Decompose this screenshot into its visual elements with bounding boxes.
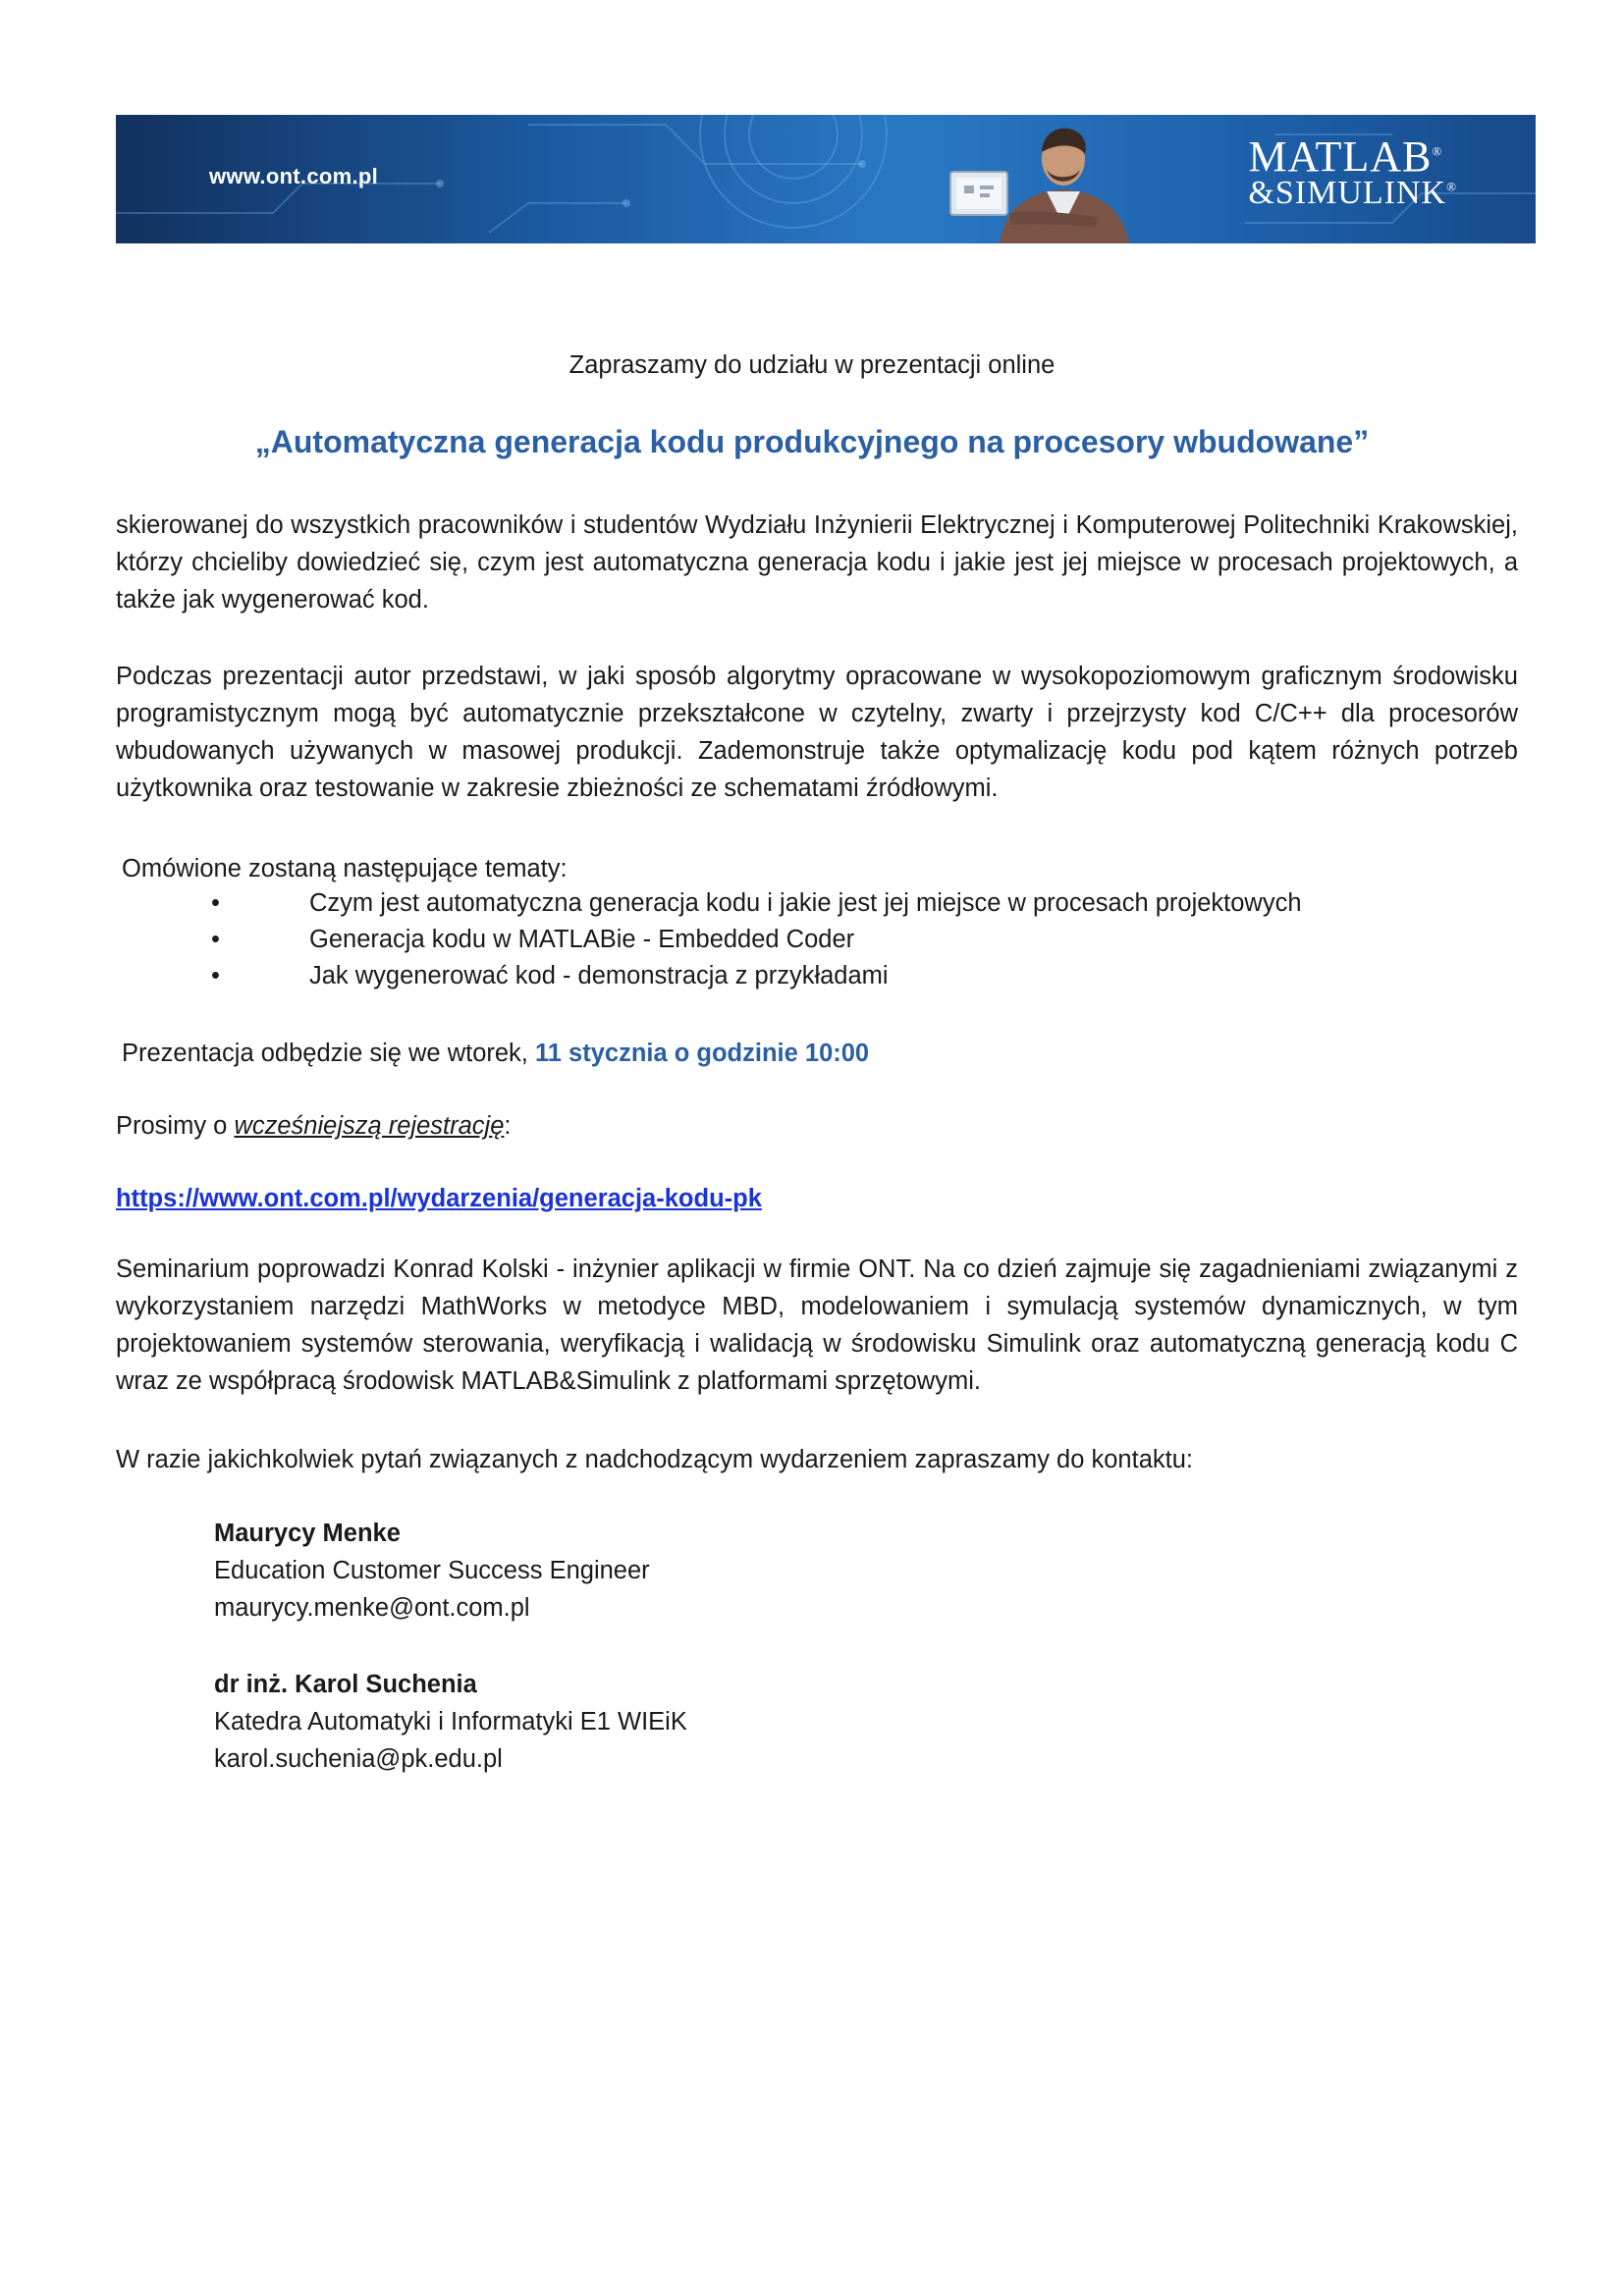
contact-block <box>214 1515 650 1627</box>
bullet-icon: • <box>211 889 220 917</box>
description-paragraph: Podczas prezentacji autor przedstawi, w jaki sposób algorytmy opracowane w wysokopoziomowym graficznym środowisku programistycznym mogą być automatycznie przekształcone w czytelny, zwarty i przejrzysty kod C/C++ dla procesorów wbudowanych używanych w masowej produkcji. Zademonstruje także optymalizację kodu pod kątem różnych potrzeb użytkownika oraz testowanie w zakresie zbieżności ze schematami źródłowymi. <box>116 663 1518 802</box>
topics-intro: Omówione zostaną następujące tematy: <box>122 855 568 882</box>
matlab-simulink-logo: MATLAB® &SIMULINK® <box>1248 133 1457 211</box>
contact-intro: W razie jakichkolwiek pytań związanych z nadchodzącym wydarzeniem zapraszamy do kontaktu: <box>116 1446 1193 1473</box>
registration-line: Prosimy o wcześniejszą rejestrację: <box>116 1112 512 1140</box>
banner-url[interactable]: www.ont.com.pl <box>209 164 379 188</box>
intro-paragraph: skierowanej do wszystkich pracowników i studentów Wydziału Inżynierii Elektrycznej i Komputerowej Politechniki Krakowskiej, którzy chcieliby dowiedzieć się, czym jest automatyczna generacja kodu i jakie jest jej miejsce w procesach projektowych, a także jak wygenerować kod. <box>116 511 1518 614</box>
header-banner <box>116 115 1536 243</box>
registration-url-link[interactable]: https://www.ont.com.pl/wydarzenia/generacja-kodu-pk <box>116 1185 762 1212</box>
bullet-icon: • <box>211 962 220 989</box>
registration-link[interactable]: wcześniejszą rejestrację <box>234 1112 505 1140</box>
contact-email[interactable]: maurycy.menke@ont.com.pl <box>214 1594 530 1622</box>
list-item: • Generacja kodu w MATLABie - Embedded Coder <box>211 922 1302 958</box>
presenter-paragraph: Seminarium poprowadzi Konrad Kolski - inżynier aplikacji w firmie ONT. Na co dzień zajmuje się zagadnieniami związanymi z wykorzystaniem narzędzi MathWorks w metodyce MBD, modelowaniem i symulacją systemów dynamicznych, w tym projektowaniem systemów sterowania, weryfikacją i walidacją w środowisku Simulink oraz automatyczną generacją kodu C wraz ze współpracą środowisk MATLAB&Simulink z platformami sprzętowymi. <box>116 1255 1518 1395</box>
list-item: • Czym jest automatyczna generacja kodu i jakie jest jej miejsce w procesach projektowych <box>211 885 1302 922</box>
contact-name: Maurycy Menke <box>214 1520 401 1547</box>
contact-name: dr inż. Karol Suchenia <box>214 1671 477 1698</box>
invite-line: Zapraszamy do udziału w prezentacji online <box>568 351 1056 379</box>
contact-email[interactable]: karol.suchenia@pk.edu.pl <box>214 1745 503 1773</box>
contact-role: Katedra Automatyki i Informatyki E1 WIEiK <box>214 1708 687 1735</box>
presentation-title: „Automatyczna generacja kodu produkcyjnego na procesory wbudowane” <box>254 424 1370 459</box>
event-date: 11 stycznia o godzinie 10:00 <box>534 1040 870 1067</box>
bullet-icon: • <box>211 926 220 953</box>
presenter-photo <box>921 115 1235 243</box>
contact-role: Education Customer Success Engineer <box>214 1557 650 1584</box>
contact-block <box>214 1666 687 1778</box>
date-line: Prezentacja odbędzie się we wtorek, 11 stycznia o godzinie 10:00 <box>122 1040 870 1067</box>
topics-list <box>211 885 1302 994</box>
list-item: • Jak wygenerować kod - demonstracja z przykładami <box>211 958 1302 994</box>
